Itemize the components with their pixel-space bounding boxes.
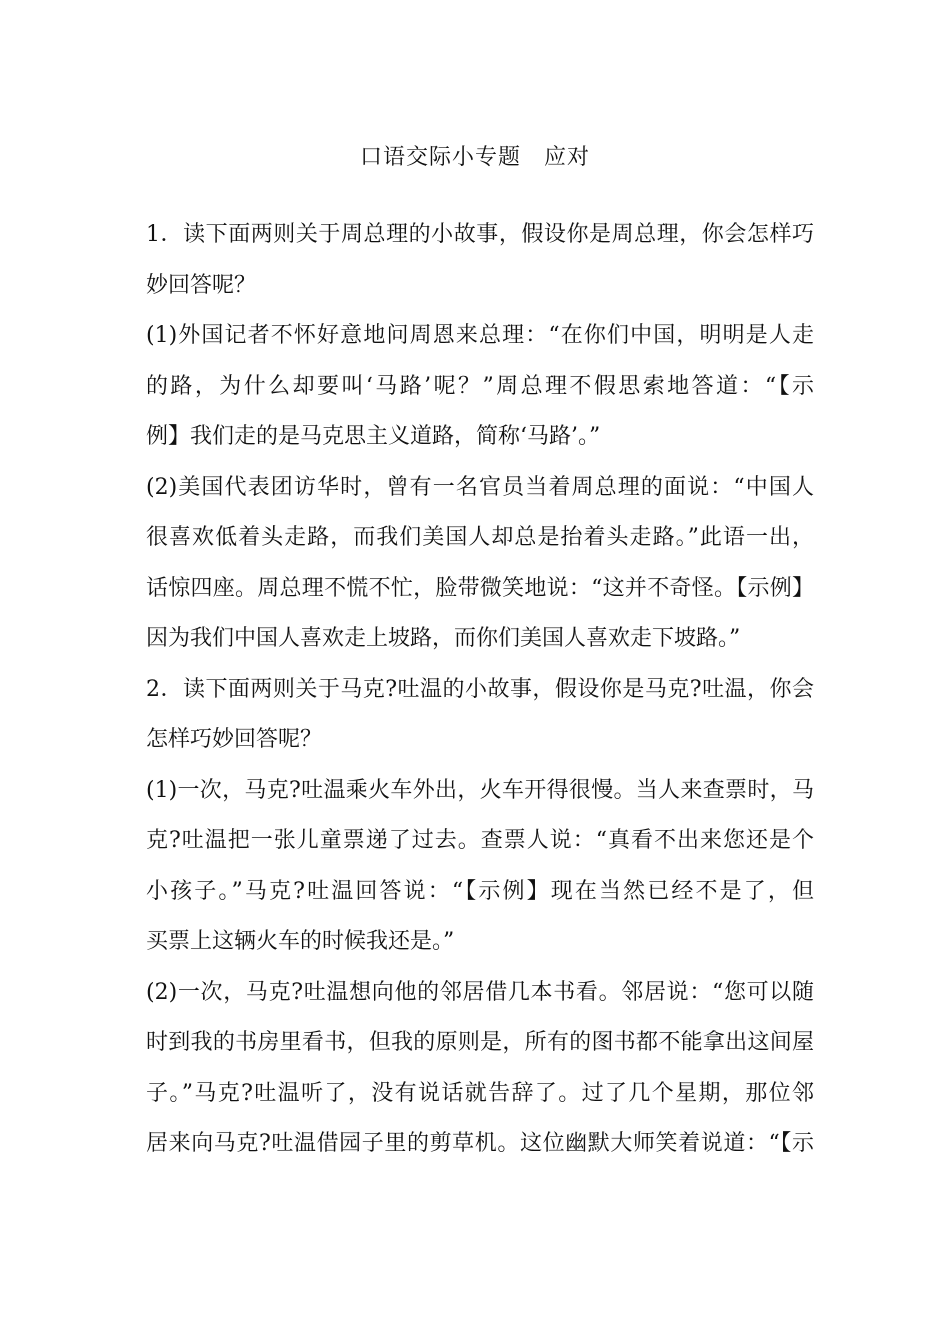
page-title: 口语交际小专题 应对 — [359, 145, 590, 170]
text-line: 很喜欢低着头走路，而我们美国人却总是抬着头走路。”此语一出， — [146, 525, 814, 550]
text-line: 话惊四座。周总理不慌不忙，脸带微笑地说：“这并不奇怪。【示例】 — [146, 575, 814, 601]
text-line: 买票上这辆火车的时候我还是。” — [146, 929, 455, 954]
text-line: 2．读下面两则关于马克?吐温的小故事，假设你是马克?吐温，你会 — [146, 676, 814, 702]
text-line: (2)美国代表团访华时，曾有一名官员当着周总理的面说：“中国人 — [146, 474, 814, 500]
text-line: 的路，为什么却要叫‘马路’呢？”周总理不假思索地答道：“【示 — [146, 373, 814, 399]
text-line: 小孩子。”马克?吐温回答说：“【示例】现在当然已经不是了，但 — [146, 878, 814, 904]
text-line: 因为我们中国人喜欢走上坡路，而你们美国人喜欢走下坡路。” — [146, 626, 741, 651]
text-line: 怎样巧妙回答呢？ — [146, 727, 323, 752]
text-line: 子。”马克?吐温听了，没有说话就告辞了。过了几个星期，那位邻 — [146, 1080, 814, 1106]
text-line: 例】我们走的是马克思主义道路，简称‘马路’。” — [146, 424, 601, 449]
text-line: 妙回答呢？ — [146, 272, 257, 298]
text-line: 克?吐温把一张儿童票递了过去。查票人说：“真看不出来您还是个 — [146, 828, 814, 853]
text-line: 居来向马克?吐温借园子里的剪草机。这位幽默大师笑着说道：“【示 — [146, 1131, 814, 1156]
text-line: 时到我的书房里看书，但我的原则是，所有的图书都不能拿出这间屋 — [146, 1030, 814, 1055]
document-body — [146, 210, 814, 1170]
text-line: (1)一次，马克?吐温乘火车外出，火车开得很慢。当人来查票时，马 — [146, 777, 814, 803]
text-line: (2)一次，马克?吐温想向他的邻居借几本书看。邻居说：“您可以随 — [146, 979, 814, 1005]
text-line: (1)外国记者不怀好意地问周恩来总理：“在你们中国，明明是人走 — [146, 323, 814, 348]
text-line: 1．读下面两则关于周总理的小故事，假设你是周总理，你会怎样巧 — [146, 222, 814, 247]
